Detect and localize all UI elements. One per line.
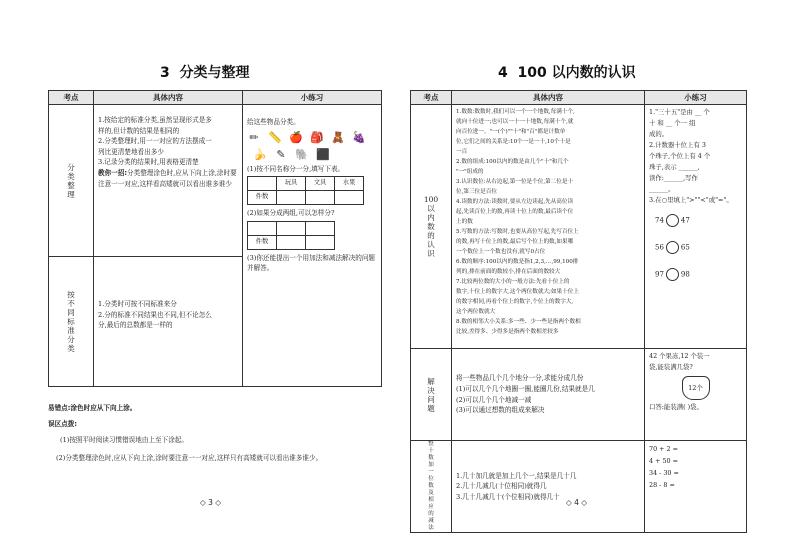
- right-row1-practice: [645, 105, 747, 349]
- practice-q1: (1)按不同名称分一分,填写下表。: [247, 164, 345, 173]
- right-row2-label: 解 决 问 题: [411, 349, 452, 441]
- table1-header-stationery: 文具: [306, 177, 335, 191]
- content-line: 2.数的组成:100以内的数是由几个"十"和几个: [456, 159, 569, 165]
- content-line: 样的,但计数的结果是相同的: [98, 126, 180, 135]
- calc-line: 4 + 50 =: [649, 457, 679, 465]
- calc-line: 70 + 2 =: [649, 445, 679, 453]
- table1-header-fruit: 水果: [335, 177, 364, 191]
- calc-line: 28 - 8 =: [649, 481, 675, 489]
- content-line: 位,第三位是百位: [456, 189, 497, 195]
- icon-row-1: [247, 131, 377, 145]
- content-line: 这个两位数就大: [456, 309, 496, 315]
- practice-q2: (2)如果分成两组,可以怎样分?: [247, 209, 335, 218]
- content-line: 将一些物品几个几个地分一分,求能分成几份: [456, 374, 584, 383]
- table2-cell[interactable]: [277, 221, 306, 235]
- right-row1-content: [452, 105, 645, 349]
- content-line: 的数,再写十位上的数,最后写个位上的数,如果哪: [456, 239, 574, 245]
- right-header-point: 考点: [411, 91, 452, 105]
- ruler-icon: 📏: [268, 130, 282, 144]
- right-knowledge-table: [410, 90, 747, 533]
- left-practice-cell: [243, 105, 382, 387]
- left-header-practice: 小练习: [243, 91, 382, 105]
- content-line: (1)可以几个几个地圈一圈,能圈几份,结果就是几: [456, 384, 595, 393]
- right-row3-content: [452, 441, 645, 533]
- grapes-icon: 🍇: [352, 130, 366, 144]
- right-title-number: 4: [498, 65, 508, 81]
- content-line: 3.记录分类的结果时,用表格更清楚: [98, 158, 199, 167]
- practice-line: 十 和 __ 个一 组: [649, 119, 696, 127]
- answer-line: 口答:能装满( )袋。: [649, 403, 703, 411]
- compare-item: 97 98: [655, 268, 742, 281]
- elephant-toy-icon: 🐘: [295, 147, 309, 161]
- sort-table-2: [247, 221, 335, 250]
- table1-answer-cell[interactable]: [335, 191, 364, 205]
- content-line: 8.数的相邻大小关系:多一些、少一些是指两个数相: [456, 319, 581, 325]
- practice-line: 成的。: [649, 130, 669, 138]
- table1-row-label: 件数: [248, 191, 277, 205]
- tip-label: 教你一招:: [98, 168, 128, 177]
- table2-cell[interactable]: [277, 235, 306, 249]
- right-header-practice: 小练习: [645, 91, 747, 105]
- content-line: 就向十位进一;也可以一十一十地数,每满十个,就: [456, 119, 574, 125]
- content-line: 数字,十位上的数字大,这个两位数就大;如果十位上: [456, 289, 579, 295]
- practice-q3: (3)你还能提出一个用加法和减法解决的问题并解答。: [247, 253, 376, 273]
- practice-line: 1."三十五"是由 __ 个: [649, 108, 710, 116]
- content-line: 6.数的顺序:100以内的数是指1,2,3,…,99,100排: [456, 259, 579, 265]
- right-title-text: 100 以内数的认识: [517, 65, 636, 81]
- content-line: 向百位进一。"一(个)""十"和"百"都是计数单: [456, 129, 566, 135]
- table1-answer-cell[interactable]: [277, 191, 306, 205]
- content-line: 起,先读百位上的数,再读十位上的数,最后读个位: [456, 209, 574, 215]
- content-line: 5.写数的方法:写数时,也要从高位写起,先写百位上: [456, 229, 579, 235]
- jelly-bag-icon: [682, 376, 710, 400]
- content-line: 1.几十加几就是加上几个一,结果是几十几: [456, 471, 577, 480]
- apple-icon: 🍎: [289, 130, 303, 144]
- content-line: 7.比较两位数的大小的一般方法:先看十位上的: [456, 279, 570, 285]
- table2-row-label: 件数: [248, 235, 277, 249]
- content-line: 1.分类时可按不同标准来分: [98, 300, 177, 308]
- right-row2-content: [452, 349, 645, 441]
- content-line: 1.按给定的标准分类,虽然呈现形式是多: [98, 116, 212, 124]
- tip-text: 分类整理涂色时,应从下向上涂,涂时要注意一一对应,这样看高矮就可以看出谁多谁少: [98, 168, 237, 188]
- content-line: 的数字相同,再看个位上的数字,个位上的数字大,: [456, 299, 574, 305]
- content-line: 3.认识数位:从右边起,第一位是个位,第二位是十: [456, 179, 574, 185]
- backpack-icon: 🎒: [310, 130, 324, 144]
- content-line: 2.分类整理时,用一一对应的方法摆成一: [98, 137, 212, 146]
- right-page-number: ◇ 4 ◇: [566, 498, 588, 507]
- table1-header-toys: 玩具: [277, 177, 306, 191]
- left-page-number: ◇ 3 ◇: [200, 498, 222, 507]
- practice-intro: 给这些物品分类。: [247, 118, 300, 126]
- right-row3-label: 整 十 数 加 一 位 数 及 相 应 的 减 法: [411, 441, 452, 533]
- compare-item: 56 65: [655, 241, 742, 254]
- content-line: 3.几十几减几十(个位相同)就得几十: [456, 492, 560, 501]
- compare-item: 74 47: [655, 214, 742, 227]
- right-page-title: [498, 62, 636, 82]
- practice-line: 读作:______,写作: [649, 174, 698, 182]
- practice-line: 珠子,表示 ______,: [649, 163, 700, 171]
- content-line: (2)可以几个几个地减一减: [456, 395, 532, 404]
- left-title-number: 3: [160, 65, 170, 81]
- content-line: 列的,排在前面的数较小,排在后面的数较大: [456, 269, 561, 275]
- miss-point-2: (2)分类整理涂色时,应从下向上涂,涂时要注意一一对应,这样只有高矮就可以看出谁多谁少。: [56, 454, 323, 462]
- content-line: 比较,差得多、少得多是指两个数相差较多: [456, 329, 559, 335]
- left-title-text: 分类与整理: [179, 65, 250, 81]
- left-page-title: [160, 62, 250, 82]
- left-row1-label: 分 类 整 理: [49, 105, 94, 257]
- content-line: 4.读数的方法:读数时,要从左边读起,先从高位读: [456, 199, 574, 205]
- content-line: (3)可以通过想数的组成来解决: [456, 406, 545, 415]
- content-line: 2.几十几减几(十位相同)就得几: [456, 482, 547, 491]
- bag-label: 12个: [688, 384, 703, 392]
- left-row2-content: [94, 257, 243, 387]
- miss-point-1: (1)按照平时阅读习惯错误地由上至下涂起。: [60, 436, 189, 444]
- right-row2-practice: [645, 349, 747, 441]
- practice-line: ______。: [649, 185, 675, 193]
- crayon-icon: ✎: [276, 147, 286, 161]
- content-line: "一"组成的: [456, 169, 484, 175]
- left-knowledge-table: [48, 90, 382, 387]
- compare-circle[interactable]: [666, 241, 679, 254]
- content-line: 一个数位上一个数也没有,就写0占位: [456, 249, 546, 255]
- content-line: 1.数数:数数时,我们可以一个一个地数,每满十个,: [456, 109, 575, 115]
- content-line: 位,它们之间的关系是:10个一是一十,10个十是: [456, 139, 571, 145]
- calc-line: 34 - 30 =: [649, 469, 679, 477]
- easy-wrong-text: 涂色时应从下向上涂。: [70, 404, 137, 412]
- content-line: 上的数: [456, 219, 473, 225]
- table2-cell[interactable]: [248, 221, 277, 235]
- pencil-icon: ✏: [249, 130, 259, 144]
- table1-corner: [248, 177, 277, 191]
- easy-wrong-line: [48, 402, 136, 414]
- teddy-bear-icon: 🧸: [331, 130, 345, 144]
- practice-line: 2.计数器十位上有 3: [649, 141, 706, 149]
- left-row2-label: 按 不 同 标 准 分 类: [49, 257, 94, 387]
- easy-wrong-label: 易错点:: [48, 404, 71, 412]
- cube-toy-icon: ⬛: [316, 147, 330, 161]
- banana-icon: 🍌: [253, 147, 267, 161]
- practice-line: 42 个果冻,12 个装一: [649, 352, 710, 360]
- content-line: 分,最后的总数都是一样的: [98, 321, 173, 330]
- table1-answer-cell[interactable]: [306, 191, 335, 205]
- right-header-content: 具体内容: [452, 91, 645, 105]
- practice-line: 袋,能装满几袋?: [649, 363, 693, 371]
- right-row1-label: 100 以 内 数 的 认 识: [411, 105, 452, 349]
- table2-cell[interactable]: [306, 235, 335, 249]
- right-row3-practice: [645, 441, 747, 533]
- sort-table-1: [247, 176, 364, 205]
- content-line: 一百: [456, 149, 468, 155]
- icon-row-2: [253, 148, 377, 162]
- compare-circle[interactable]: [666, 268, 679, 281]
- left-header-point: 考点: [49, 91, 94, 105]
- content-line: 2.分的标准不同结果也不同,但不论怎么: [98, 310, 212, 319]
- left-row1-content: [94, 105, 243, 257]
- table2-cell[interactable]: [306, 221, 335, 235]
- compare-circle[interactable]: [666, 214, 679, 227]
- miss-label: 误区点拨:: [48, 420, 78, 428]
- content-line: 列比更清楚地看出多少: [98, 147, 164, 156]
- left-header-content: 具体内容: [94, 91, 243, 105]
- practice-q3: 3.在○里填上">""<"或"="。: [649, 196, 733, 204]
- practice-line: 个珠子,个位上有 4 个: [649, 152, 711, 160]
